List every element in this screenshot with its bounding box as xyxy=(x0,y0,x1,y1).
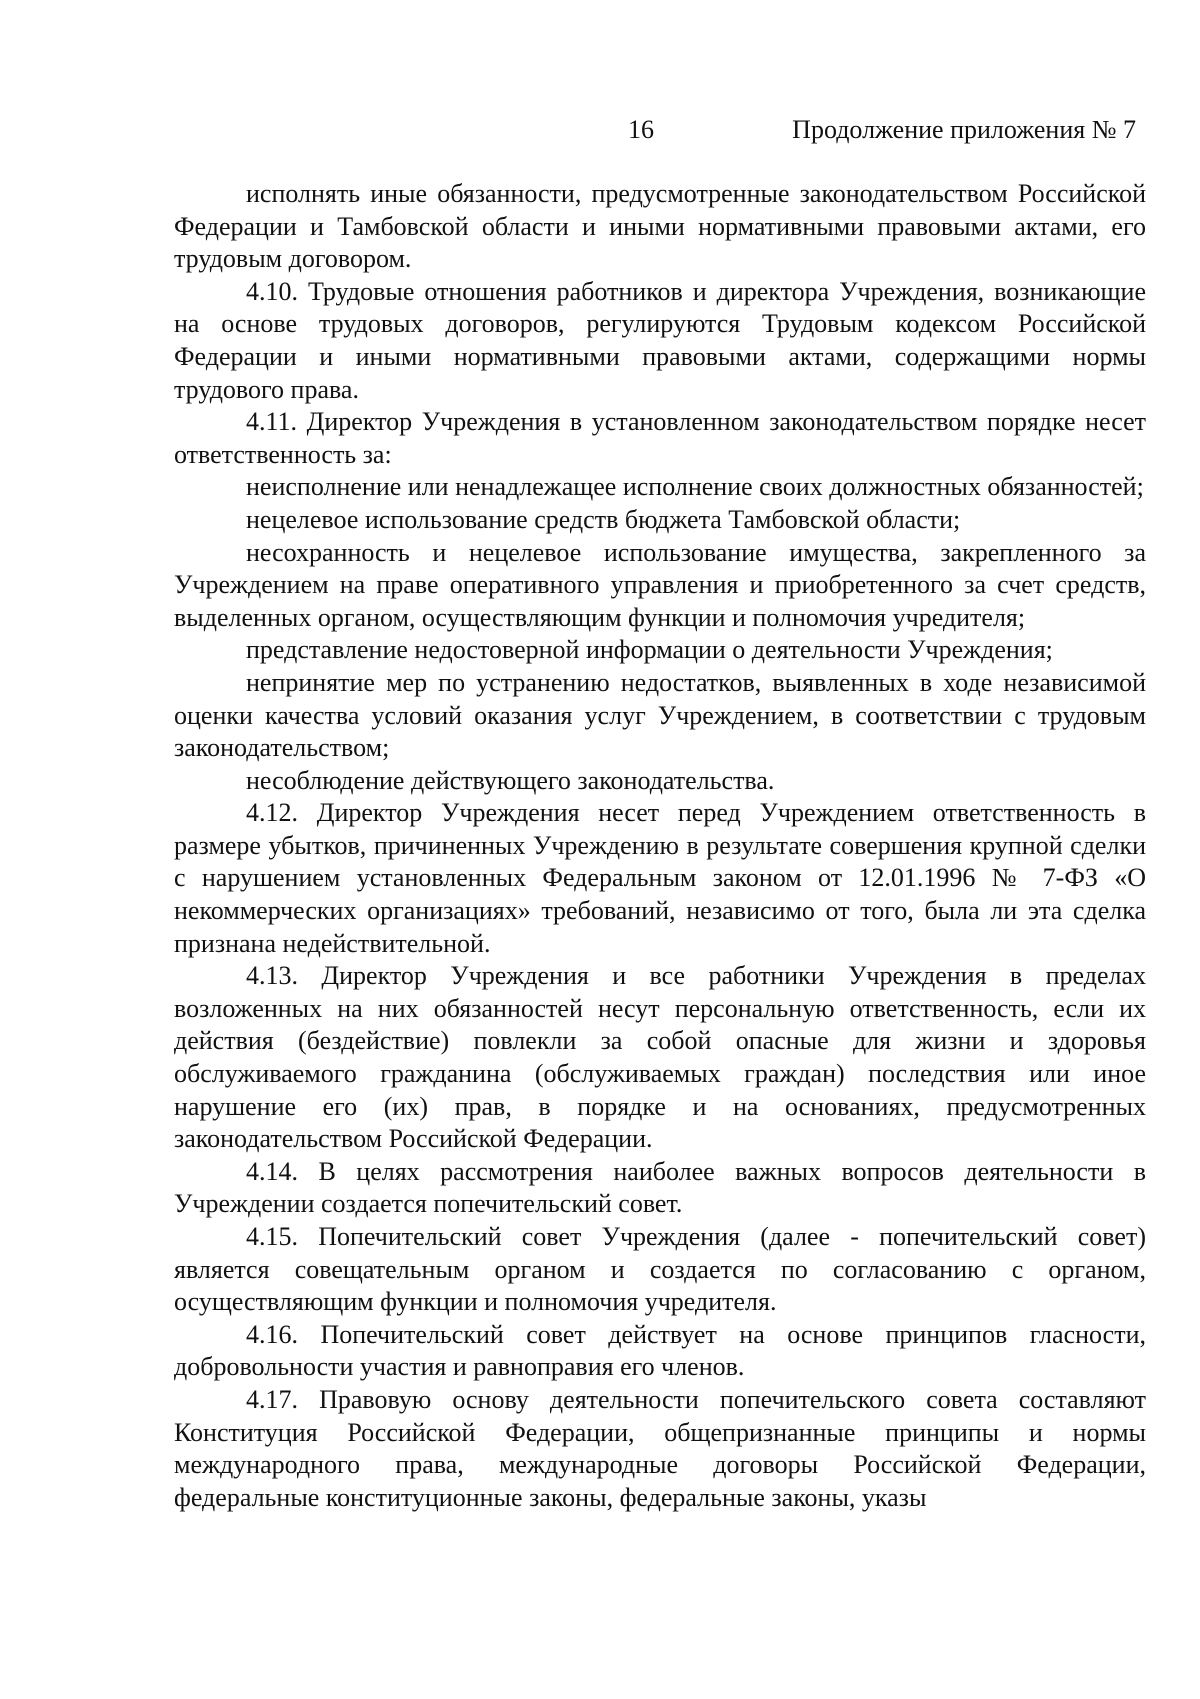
page-number: 16 xyxy=(628,115,654,144)
list-item-misuse-budget: нецелевое использование средств бюджета Тамбовской области; xyxy=(246,504,961,534)
paragraph-4-17: 4.17. Правовую основу деятельности попечительского совета составляют Конституция Российской Федерации, общепризнанные принципы и нормы международного права, международные договоры Российской Федерации, федеральные конституционные законы, федеральные законы, указы xyxy=(174,1384,1146,1512)
document-body xyxy=(174,178,1146,1514)
list-item-false-information: представление недостоверной информации о деятельности Учреждения; xyxy=(246,635,1053,665)
paragraph-4-13: 4.13. Директор Учреждения и все работники Учреждения в пределах возложенных на них обязанностей несут персональную ответственность, если их действия (бездействие) повлекли за собой опасные для жизни и здоровья обслуживаемого гражданина (обслуживаемых граждан) последствия или иное нарушение его (их) прав, в порядке и на основаниях, предусмотренных законодательством Российской Федерации. xyxy=(174,961,1146,1154)
paragraph-4-16: 4.16. Попечительский совет действует на основе принципов гласности, добровольности участия и равноправия его членов. xyxy=(174,1319,1146,1382)
paragraph-4-10: 4.10. Трудовые отношения работников и директора Учреждения, возникающие на основе трудовых договоров, регулируются Трудовым кодексом Российской Федерации и иными нормативными правовыми актами, содержащими нормы трудового права. xyxy=(174,276,1146,404)
paragraph-duties-continuation: исполнять иные обязанности, предусмотренные законодательством Российской Федерации и Тамбовской области и иными нормативными правовыми актами, его трудовым договором. xyxy=(174,179,1146,274)
paragraph-4-14: 4.14. В целях рассмотрения наиболее важных вопросов деятельности в Учреждении создается попечительский совет. xyxy=(174,1156,1146,1219)
paragraph-4-15: 4.15. Попечительский совет Учреждения (далее - попечительский совет) является совещательным органом и создается по согласованию с органом, осуществляющим функции и полномочия учредителя. xyxy=(174,1222,1146,1317)
page-header xyxy=(0,110,1200,150)
list-item-property: несохранность и нецелевое использование имущества, закрепленного за Учреждением на праве оперативного управления и приобретенного за счет средств, выделенных органом, осуществляющим функции и полномочия учредителя; xyxy=(174,537,1146,632)
appendix-continuation-note: Продолжение приложения № 7 xyxy=(792,115,1136,144)
paragraph-4-11: 4.11. Директор Учреждения в установленном законодательством порядке несет ответственность за: xyxy=(174,407,1146,469)
list-item-deficiencies: непринятие мер по устранению недостатков, выявленных в ходе независимой оценки качества условий оказания услуг Учреждением, в соответствии с трудовым законодательством; xyxy=(174,667,1146,763)
list-item-noncompliance: несоблюдение действующего законодательства. xyxy=(246,765,775,795)
paragraph-4-12: 4.12. Директор Учреждения несет перед Учреждением ответственность в размере убытков, причиненных Учреждению в результате совершения крупной сделки с нарушением установленных Федеральным законом от 12.01.1996 № 7-ФЗ «О некоммерческих организациях» требований, независимо от того, была ли эта сделка признана недействительной. xyxy=(174,798,1146,958)
list-item-nonperformance: неисполнение или ненадлежащее исполнение своих должностных обязанностей; xyxy=(246,472,1144,502)
